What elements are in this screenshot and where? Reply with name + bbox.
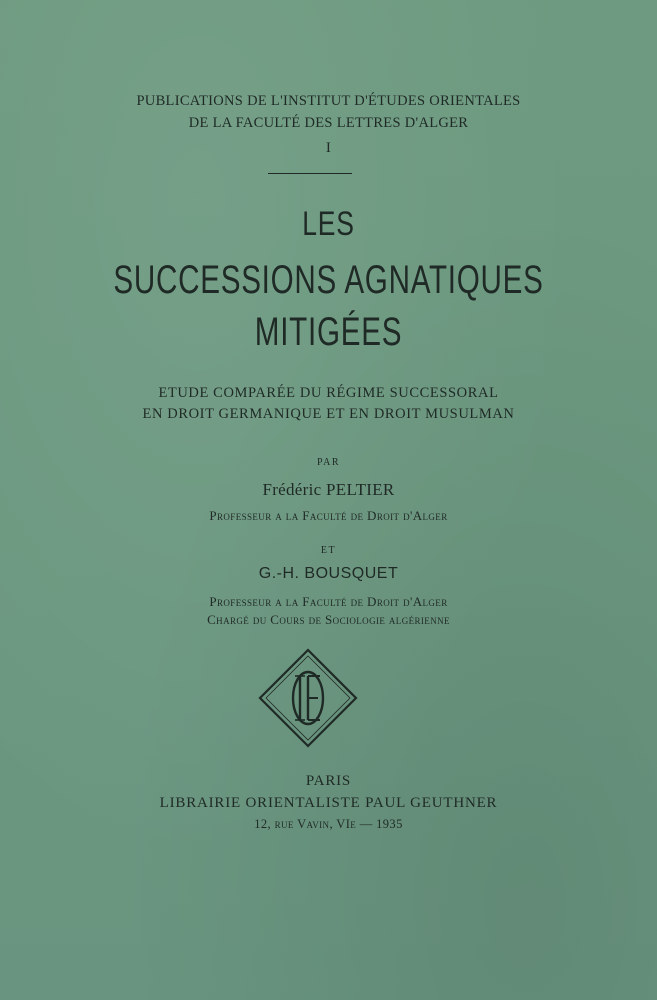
title-line-2: SUCCESSIONS AGNATIQUES xyxy=(113,258,544,302)
by-label: PAR xyxy=(316,457,341,468)
subtitle-line-1: ETUDE COMPARÉE DU RÉGIME SUCCESSORAL xyxy=(158,385,499,401)
ieo-monogram-emblem-icon xyxy=(258,648,358,748)
title-rule xyxy=(268,173,352,174)
series-line-1: PUBLICATIONS DE L'INSTITUT D'ÉTUDES ORIENTALES xyxy=(136,93,521,109)
title-line-3: MITIGÉES xyxy=(254,310,403,354)
author-1-affiliation: Professeur a la Faculté de Droit d'Alger xyxy=(209,508,448,523)
and-label: ET xyxy=(320,545,337,556)
volume-number: I xyxy=(325,140,332,156)
title-line-1: LES xyxy=(302,205,355,243)
author-2-name: G.-H. BOUSQUET xyxy=(258,565,399,582)
subtitle-line-2: EN DROIT GERMANIQUE ET EN DROIT MUSULMAN xyxy=(142,406,515,422)
series-line-2: DE LA FACULTÉ DES LETTRES D'ALGER xyxy=(188,115,469,131)
publisher-city: PARIS xyxy=(305,773,352,789)
publisher-address: 12, rue Vavin, VIe — 1935 xyxy=(254,817,403,831)
author-2-affiliation-2: Chargé du Cours de Sociologie algérienne xyxy=(207,612,450,627)
author-1-name: Frédéric PELTIER xyxy=(262,480,395,499)
author-2-affiliation-1: Professeur a la Faculté de Droit d'Alger xyxy=(209,594,448,609)
publisher-name: LIBRAIRIE ORIENTALISTE PAUL GEUTHNER xyxy=(159,795,498,811)
